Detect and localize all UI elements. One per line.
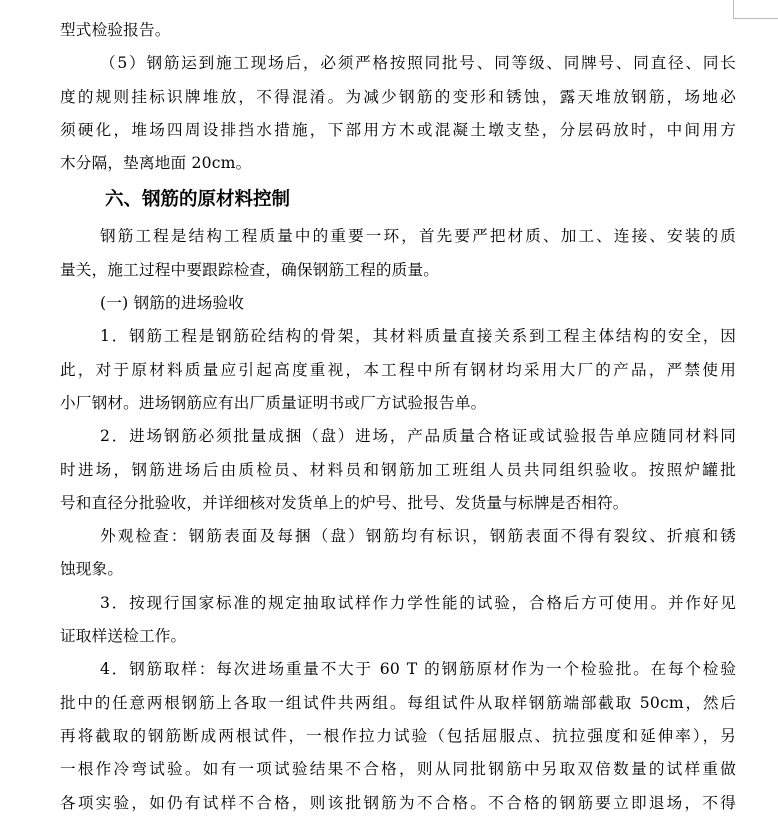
text-line: 2．进场钢筋必须批量成捆（盘）进场，产品质量合格证或试验报告单应随同材料同 — [100, 427, 736, 446]
paragraphs-after-heading — [60, 220, 736, 819]
text-line: 4．钢筋取样：每次进场重量不大于 60 T 的钢筋原材作为一个检验批。在每个检验 — [100, 660, 736, 679]
text-line: 量关，施工过程中要跟踪检查，确保钢筋工程的质量。 — [60, 260, 440, 279]
text-line: 一根作冷弯试验。如有一项试验结果不合格，则从同批钢筋中另取双倍数量的试样重做 — [60, 760, 736, 779]
text-line: 木分隔，垫离地面 20cm。 — [60, 154, 252, 173]
text-line: 钢筋工程是结构工程质量中的重要一环，首先要严把材质、加工、连接、安装的质 — [100, 227, 736, 246]
text-line: 再将截取的钢筋断成两根试件，一根作拉力试验（包括屈服点、抗拉强度和延伸率），另 — [60, 726, 736, 745]
text-line: 外观检查：钢筋表面及每捆（盘）钢筋均有标识，钢筋表面不得有裂纹、折痕和锈 — [100, 527, 736, 546]
text-line: 此，对于原材料质量应引起高度重视，本工程中所有钢材均采用大厂的产品，严禁使用 — [60, 360, 736, 379]
text-line: 1．钢筋工程是钢筋砼结构的骨架，其材料质量直接关系到工程主体结构的安全，因 — [100, 327, 736, 346]
section-heading: 六、钢筋的原材料控制 — [105, 189, 291, 211]
text-line: （5）钢筋运到施工现场后，必须严格按照同批号、同等级、同牌号、同直径、同长 — [100, 54, 736, 73]
text-line: (一) 钢筋的进场验收 — [100, 294, 245, 313]
text-line: 3．按现行国家标准的规定抽取试样作力学性能的试验，合格后方可使用。并作好见 — [100, 593, 736, 612]
text-line: 须硬化，堆场四周设排挡水措施，下部用方木或混凝土墩支垫，分层码放时，中间用方 — [60, 120, 736, 139]
text-line: 号和直径分批验收，并详细核对发货单上的炉号、批号、发货量与标牌是否相符。 — [60, 493, 629, 512]
text-line: 各项实验，如仍有试样不合格，则该批钢筋为不合格。不合格的钢筋要立即退场，不得 — [60, 793, 736, 812]
text-line: 小厂钢材。进场钢筋应有出厂质量证明书或厂方试验报告单。 — [60, 393, 487, 412]
paragraphs-before-heading — [60, 14, 736, 180]
text-line: 蚀现象。 — [60, 560, 124, 579]
text-line: 时进场，钢筋进场后由质检员、材料员和钢筋加工班组人员共同组织验收。按照炉罐批 — [60, 460, 736, 479]
text-line: 证取样送检工作。 — [60, 627, 187, 646]
text-line: 度的规则挂标识牌堆放，不得混淆。为减少钢筋的变形和锈蚀，露天堆放钢筋，场地必 — [60, 87, 736, 106]
text-line: 型式检验报告。 — [60, 21, 171, 39]
document-body — [60, 14, 736, 820]
text-line: 批中的任意两根钢筋上各取一组试件共两组。每组试件从取样钢筋端部截取 50cm，然后 — [60, 693, 736, 712]
page-corner-mark-horizontal — [733, 18, 778, 19]
